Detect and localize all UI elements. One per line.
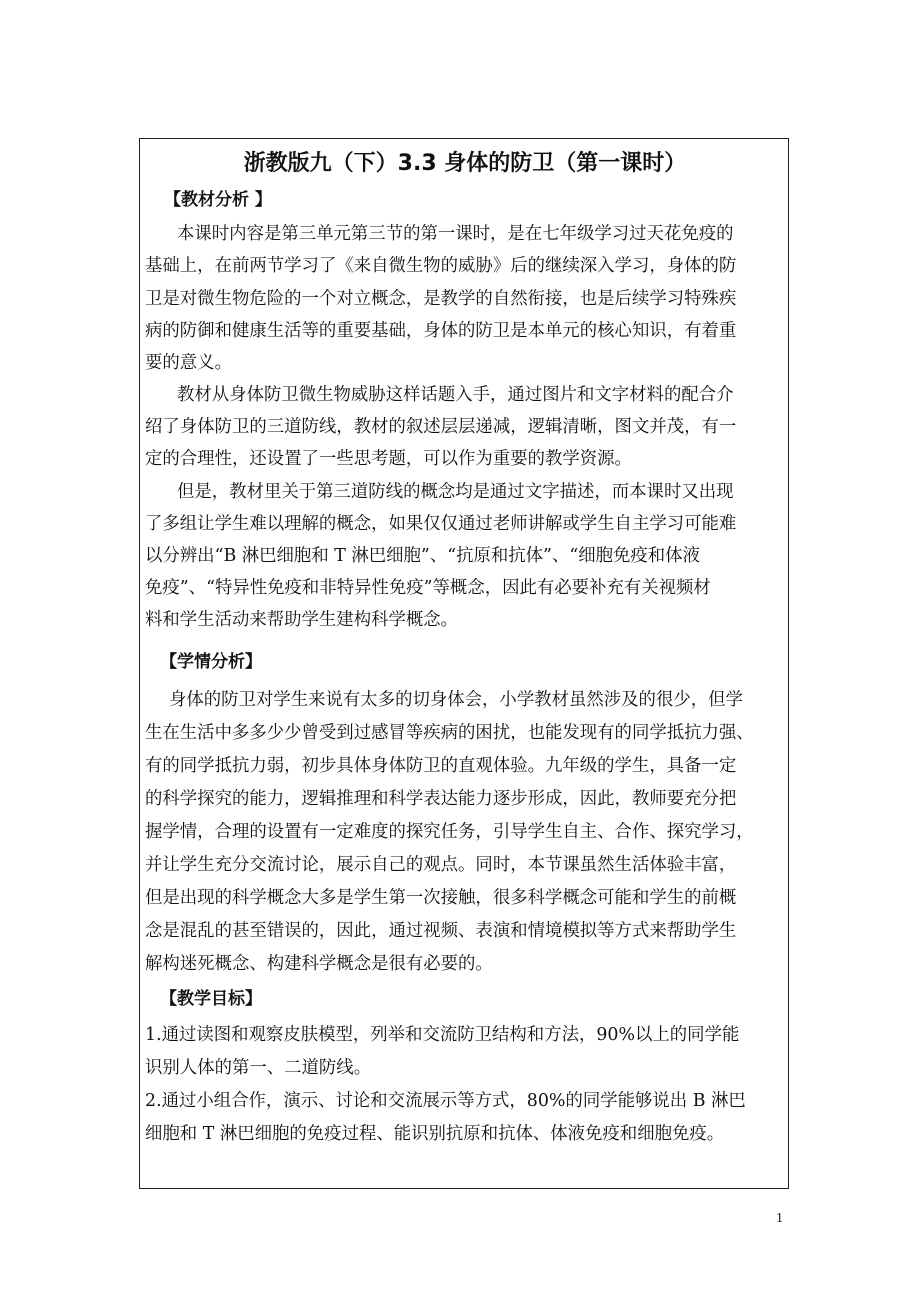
paragraph-line: 握学情，合理的设置有一定难度的探究任务，引导学生自主、合作、探究学习， xyxy=(145,822,754,842)
paragraph-line: 料和学生活动来帮助学生建构科学概念。 xyxy=(145,610,459,630)
paragraph-line: 绍了身体防卫的三道防线，教材的叙述层层递减，逻辑清晰，图文并茂，有一 xyxy=(145,417,737,437)
heading-teaching-goals: 【教学目标】 xyxy=(160,989,262,1009)
paragraph-line: 要的意义。 xyxy=(145,353,232,373)
heading-textbook-analysis: 【教材分析 】 xyxy=(164,190,272,210)
paragraph-line: 了多组让学生难以理解的概念，如果仅仅通过老师讲解或学生自主学习可能难 xyxy=(145,514,737,534)
goal-line: 细胞和 T 淋巴细胞的免疫过程、能识别抗原和抗体、体液免疫和细胞免疫。 xyxy=(145,1124,725,1144)
paragraph-line: 本课时内容是第三单元第三节的第一课时，是在七年级学习过天花免疫的 xyxy=(177,224,734,244)
paragraph-line: 卫是对微生物危险的一个对立概念，是教学的自然衔接，也是后续学习特殊疾 xyxy=(145,289,737,309)
paragraph-line: 的科学探究的能力，逻辑推理和科学表达能力逐步形成，因此，教师要充分把 xyxy=(145,789,737,809)
document-title: 浙教版九（下）3.3 身体的防卫（第一课时） xyxy=(243,151,687,176)
paragraph-line: 但是，教材里关于第三道防线的概念均是通过文字描述，而本课时又出现 xyxy=(177,482,734,502)
goal-line: 1.通过读图和观察皮肤模型，列举和交流防卫结构和方法，90%以上的同学能 xyxy=(145,1025,740,1045)
paragraph-line: 基础上，在前两节学习了《来自微生物的威胁》后的继续深入学习，身体的防 xyxy=(145,256,737,276)
goal-line: 识别人体的第一、二道防线。 xyxy=(145,1058,372,1078)
paragraph-line: 解构迷死概念、构建科学概念是很有必要的。 xyxy=(145,954,493,974)
paragraph-line: 念是混乱的甚至错误的，因此，通过视频、表演和情境模拟等方式来帮助学生 xyxy=(145,921,737,941)
paragraph-line: 有的同学抵抗力弱，初步具体身体防卫的直观体验。九年级的学生，具备一定 xyxy=(145,756,737,776)
paragraph-line: 定的合理性，还设置了一些思考题，可以作为重要的教学资源。 xyxy=(145,449,632,469)
goal-line: 2.通过小组合作，演示、讨论和交流展示等方式，80%的同学能够说出 B 淋巴 xyxy=(145,1091,746,1111)
paragraph-line: 身体的防卫对学生来说有太多的切身体会，小学教材虽然涉及的很少，但学 xyxy=(169,690,743,710)
paragraph-line: 病的防御和健康生活等的重要基础，身体的防卫是本单元的核心知识，有着重 xyxy=(145,321,737,341)
lesson-plan-table-cell xyxy=(139,138,789,1189)
paragraph-line: 免疫”、“特异性免疫和非特异性免疫”等概念，因此有必要补充有关视频材 xyxy=(145,578,711,598)
paragraph-line: 生在生活中多多少少曾受到过感冒等疾病的困扰，也能发现有的同学抵抗力强、 xyxy=(145,723,754,743)
paragraph-line: 并让学生充分交流讨论，展示自己的观点。同时，本节课虽然生活体验丰富， xyxy=(145,855,737,875)
heading-student-analysis: 【学情分析】 xyxy=(160,652,262,672)
page-number: 1 xyxy=(776,1211,783,1226)
paragraph-line: 教材从身体防卫微生物威胁这样话题入手，通过图片和文字材料的配合介 xyxy=(177,385,734,405)
paragraph-line: 以分辨出“B 淋巴细胞和 T 淋巴细胞”、“抗原和抗体”、“细胞免疫和体液 xyxy=(145,546,700,566)
paragraph-line: 但是出现的科学概念大多是学生第一次接触，很多科学概念可能和学生的前概 xyxy=(145,888,737,908)
